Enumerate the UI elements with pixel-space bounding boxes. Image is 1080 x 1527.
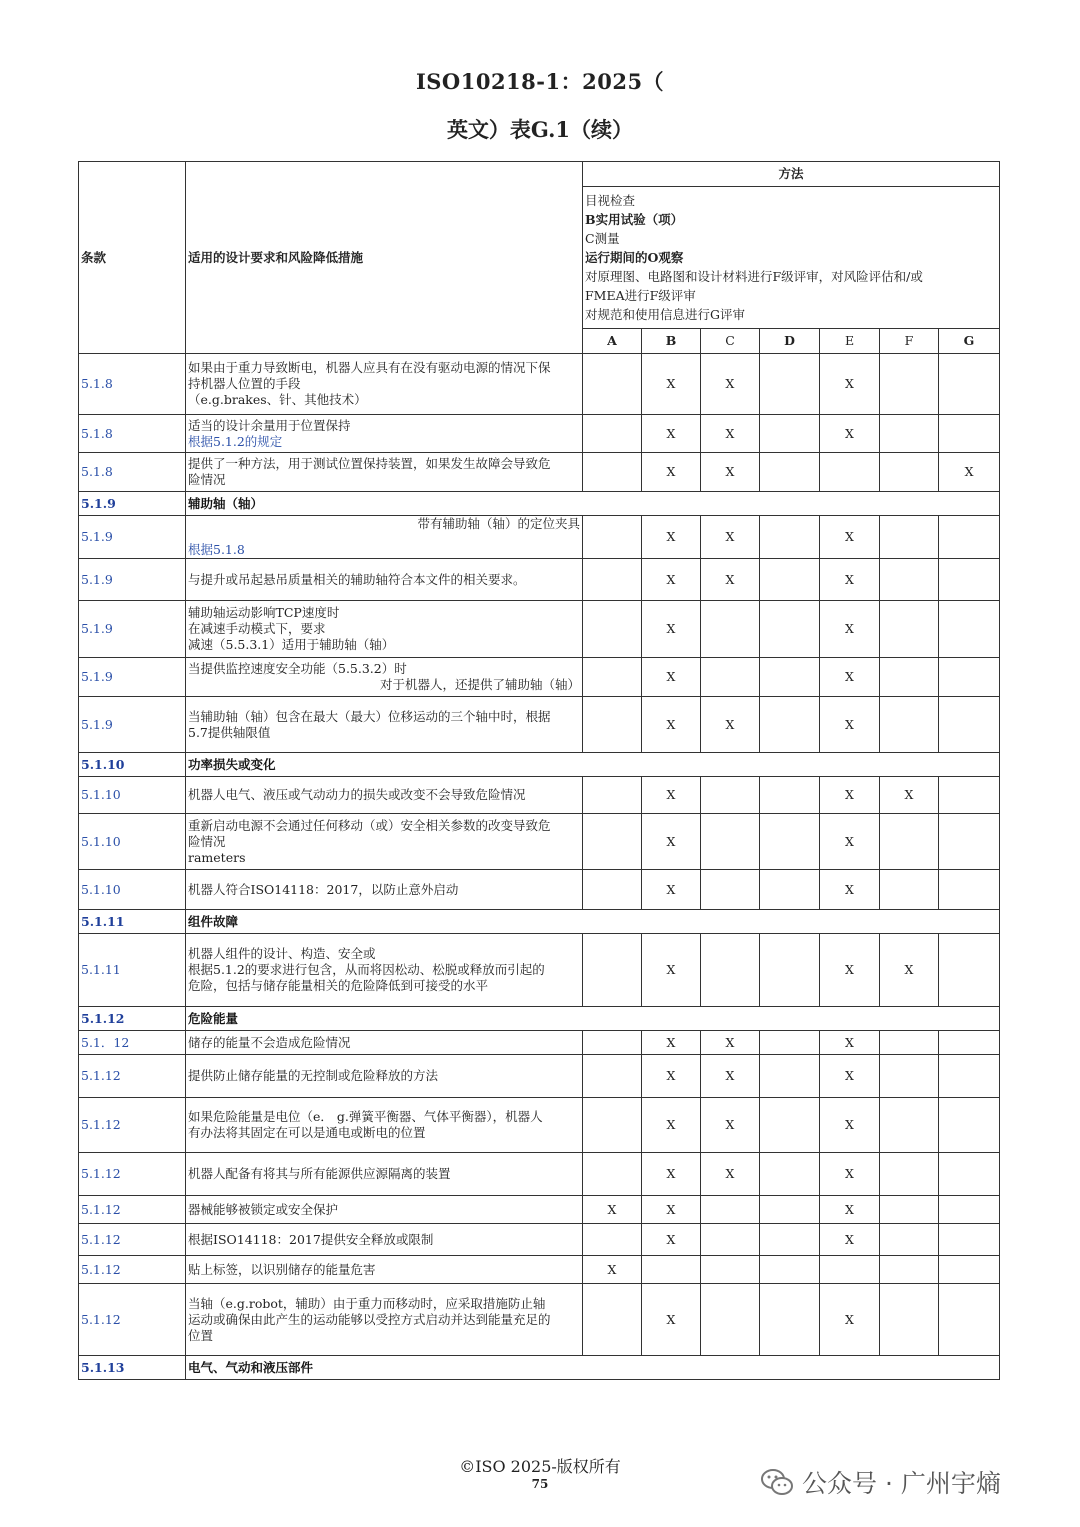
clause-cell: 5.1.12 <box>79 1098 186 1153</box>
requirement-cell <box>186 814 583 870</box>
col-letter-e: E <box>820 329 880 354</box>
mark-cell: X <box>820 1284 880 1356</box>
section-title: 危险能量 <box>186 1007 1000 1031</box>
clause-cell: 5.1.10 <box>79 753 186 777</box>
requirement-line: 储存的能量不会造成危险情况 <box>188 1034 351 1050</box>
document-title: ISO10218-1：2025（ <box>415 69 665 94</box>
mark-cell <box>583 1098 642 1153</box>
requirement-line: 根据ISO14118：2017提供安全释放或限制 <box>188 1231 434 1247</box>
table-row <box>79 1153 1000 1196</box>
mark-cell: X <box>820 870 880 910</box>
table-row <box>79 814 1000 870</box>
mark-cell: X <box>820 354 880 415</box>
col-letter-f: F <box>880 329 939 354</box>
watermark <box>760 1462 1060 1502</box>
requirement-line: 机器人电气、液压或气动动力的损失或改变不会导致危险情况 <box>188 787 526 802</box>
mark-cell <box>583 934 642 1007</box>
table-row <box>79 1256 1000 1284</box>
mark-cell <box>880 1196 939 1224</box>
table-row <box>79 777 1000 814</box>
requirement-line: 器械能够被锁定或安全保护 <box>188 1201 339 1217</box>
table-row <box>79 870 1000 910</box>
requirement-line: 如果危险能量是电位（e． g.弹簧平衡器、气体平衡器），机器人 <box>188 1109 543 1124</box>
mark-cell <box>701 814 760 870</box>
mark-cell: X <box>701 697 760 753</box>
clause-cell: 5.1.12 <box>79 1055 186 1098</box>
col-letter-d: D <box>760 329 820 354</box>
requirement-cell <box>186 1031 583 1055</box>
mark-cell <box>880 658 939 697</box>
section-title: 辅助轴（轴） <box>186 492 1000 516</box>
table-row <box>79 1055 1000 1098</box>
mark-cell: X <box>642 1196 701 1224</box>
mark-cell: X <box>642 697 701 753</box>
mark-cell: X <box>880 934 939 1007</box>
mark-cell <box>701 1284 760 1356</box>
mark-cell: X <box>642 777 701 814</box>
mark-cell <box>939 814 1000 870</box>
mark-cell <box>760 415 820 453</box>
mark-cell <box>939 601 1000 658</box>
mark-cell <box>939 415 1000 453</box>
mark-cell: X <box>701 1055 760 1098</box>
clause-cell: 5.1.9 <box>79 601 186 658</box>
mark-cell: X <box>820 1196 880 1224</box>
mark-cell <box>583 453 642 492</box>
mark-cell <box>583 777 642 814</box>
method-f: FMEA进行F级评审 <box>585 288 696 303</box>
mark-cell <box>880 453 939 492</box>
mark-cell <box>939 1098 1000 1153</box>
mark-cell <box>939 1256 1000 1284</box>
mark-cell <box>642 1256 701 1284</box>
mark-cell <box>701 934 760 1007</box>
mark-cell <box>820 1256 880 1284</box>
mark-cell <box>760 1098 820 1153</box>
mark-cell: X <box>642 601 701 658</box>
method-d: 运行期间的O观察 <box>585 250 684 265</box>
mark-cell <box>760 354 820 415</box>
clause-cell: 5.1.9 <box>79 559 186 601</box>
mark-cell <box>880 1098 939 1153</box>
mark-cell <box>939 1284 1000 1356</box>
mark-cell: X <box>642 415 701 453</box>
mark-cell <box>583 559 642 601</box>
clause-cell: 5.1.8 <box>79 415 186 453</box>
mark-cell <box>939 1153 1000 1196</box>
requirement-line: 机器人符合ISO14118：2017，以防止意外启动 <box>188 881 459 897</box>
mark-cell <box>880 870 939 910</box>
requirement-line: 机器人组件的设计、构造、安全或 <box>188 946 376 961</box>
requirement-cell <box>186 1055 583 1098</box>
section-row <box>79 492 1000 516</box>
mark-cell: X <box>701 1153 760 1196</box>
mark-cell: X <box>820 658 880 697</box>
table-title: 英文）表G.1（续） <box>446 117 634 142</box>
mark-cell: X <box>642 658 701 697</box>
table-row <box>79 1196 1000 1224</box>
section-title: 电气、气动和液压部件 <box>186 1356 1000 1380</box>
mark-cell: X <box>820 814 880 870</box>
mark-cell: X <box>820 559 880 601</box>
mark-cell <box>583 516 642 559</box>
requirement-line: 5.7提供轴限值 <box>188 724 271 740</box>
mark-cell <box>583 697 642 753</box>
mark-cell: X <box>701 453 760 492</box>
mark-cell <box>939 658 1000 697</box>
mark-cell <box>939 354 1000 415</box>
requirement-line: 运动或确保由此产生的运动能够以受控方式启动并达到能量充足的 <box>188 1311 551 1327</box>
mark-cell <box>760 870 820 910</box>
mark-cell: X <box>642 1098 701 1153</box>
mark-cell <box>880 354 939 415</box>
requirement-cell <box>186 1256 583 1284</box>
mark-cell <box>701 1256 760 1284</box>
page-number: 75 <box>531 1477 549 1491</box>
mark-cell <box>701 1224 760 1256</box>
method-c: C测量 <box>585 231 620 246</box>
clause-cell: 5.1.10 <box>79 870 186 910</box>
table-row <box>79 1284 1000 1356</box>
mark-cell <box>939 1031 1000 1055</box>
method-e: 对原理图、电路图和设计材料进行F级评审，对风险评估和/或 <box>585 269 923 284</box>
mark-cell <box>583 814 642 870</box>
table-row <box>79 516 1000 559</box>
requirement-line: 辅助轴运动影响TCP速度时 <box>188 605 340 620</box>
mark-cell: X <box>880 777 939 814</box>
clause-cell: 5.1.10 <box>79 814 186 870</box>
requirement-line: 机器人配备有将其与所有能源供应源隔离的装置 <box>188 1166 451 1181</box>
mark-cell <box>583 1224 642 1256</box>
mark-cell <box>939 559 1000 601</box>
requirement-line: 重新启动电源不会通过任何移动（或）安全相关参数的改变导致危 <box>188 817 551 833</box>
requirement-line: 有办法将其固定在可以是通电或断电的位置 <box>188 1125 426 1140</box>
requirement-line: 当提供监控速度安全功能（5.5.3.2）时 <box>188 661 407 676</box>
clause-cell: 5.1.13 <box>79 1356 186 1380</box>
mark-cell: X <box>642 870 701 910</box>
mark-cell: X <box>820 516 880 559</box>
clause-cell: 5.1.12 <box>79 1256 186 1284</box>
mark-cell: X <box>583 1196 642 1224</box>
watermark-text: 公众号 · 广州宇熵 <box>802 1469 1001 1498</box>
clause-cell: 5.1.12 <box>79 1196 186 1224</box>
requirement-line: 如果由于重力导致断电，机器人应具有在没有驱动电源的情况下保 <box>188 360 551 375</box>
requirements-table <box>78 161 1000 1380</box>
requirement-line: 持机器人位置的手段 <box>188 376 301 391</box>
mark-cell <box>583 354 642 415</box>
col-letter-b: B <box>642 329 701 354</box>
method-legend <box>583 187 1000 329</box>
section-row <box>79 1007 1000 1031</box>
mark-cell <box>760 1153 820 1196</box>
mark-cell <box>583 1055 642 1098</box>
table-row <box>79 1031 1000 1055</box>
clause-cell: 5.1.11 <box>79 934 186 1007</box>
requirement-cell <box>186 934 583 1007</box>
mark-cell <box>760 777 820 814</box>
clause-cell: 5.1．12 <box>79 1031 186 1055</box>
requirement-line: 减速（5.5.3.1）适用于辅助轴（轴） <box>188 637 395 652</box>
clause-cell: 5.1.9 <box>79 516 186 559</box>
requirement-cell <box>186 870 583 910</box>
mark-cell: X <box>701 354 760 415</box>
mark-cell: X <box>820 934 880 1007</box>
clause-cell: 5.1.8 <box>79 354 186 415</box>
mark-cell <box>939 697 1000 753</box>
mark-cell <box>701 777 760 814</box>
mark-cell <box>701 601 760 658</box>
mark-cell <box>939 934 1000 1007</box>
clause-cell: 5.1.9 <box>79 697 186 753</box>
table-row <box>79 934 1000 1007</box>
mark-cell <box>760 1055 820 1098</box>
mark-cell: X <box>820 1055 880 1098</box>
mark-cell: X <box>820 1031 880 1055</box>
header-clause: 条款 <box>79 162 186 354</box>
mark-cell <box>760 1256 820 1284</box>
mark-cell: X <box>642 1224 701 1256</box>
clause-cell: 5.1.11 <box>79 910 186 934</box>
mark-cell <box>880 601 939 658</box>
mark-cell <box>880 1031 939 1055</box>
table-row <box>79 415 1000 453</box>
table-row <box>79 601 1000 658</box>
requirement-line: 根据5.1.2的规定 <box>188 433 283 449</box>
mark-cell <box>880 415 939 453</box>
mark-cell <box>760 1284 820 1356</box>
requirement-cell <box>186 697 583 753</box>
mark-cell <box>880 1224 939 1256</box>
mark-cell: X <box>701 516 760 559</box>
mark-cell <box>760 516 820 559</box>
mark-cell: X <box>642 1153 701 1196</box>
requirement-line: 贴上标签，以识别储存的能量危害 <box>188 1261 376 1277</box>
mark-cell: X <box>820 1224 880 1256</box>
mark-cell <box>939 777 1000 814</box>
mark-cell <box>760 658 820 697</box>
method-b: B实用试验（项） <box>585 212 684 227</box>
mark-cell: X <box>701 559 760 601</box>
copyright-footer: ©ISO 2025-版权所有 <box>459 1457 621 1476</box>
mark-cell: X <box>701 1031 760 1055</box>
mark-cell <box>939 516 1000 559</box>
mark-cell <box>880 814 939 870</box>
mark-cell: X <box>701 415 760 453</box>
requirement-line: 位置 <box>188 1327 214 1343</box>
mark-cell: X <box>939 453 1000 492</box>
mark-cell <box>583 1031 642 1055</box>
mark-cell <box>880 1055 939 1098</box>
mark-cell: X <box>642 1031 701 1055</box>
requirement-line: （e.g.brakes、针、其他技术） <box>188 392 367 407</box>
mark-cell: X <box>642 516 701 559</box>
clause-cell: 5.1.12 <box>79 1007 186 1031</box>
header-methods: 方法 <box>583 162 1000 187</box>
requirement-cell <box>186 1284 583 1356</box>
requirement-line: 险情况 <box>188 833 226 849</box>
requirement-line: 根据5.1.8 <box>188 542 245 557</box>
mark-cell <box>760 1196 820 1224</box>
requirement-line: 在减速手动模式下，要求 <box>188 621 326 636</box>
mark-cell <box>760 697 820 753</box>
col-letter-a: A <box>583 329 642 354</box>
requirement-cell <box>186 658 583 697</box>
mark-cell <box>880 559 939 601</box>
table-row <box>79 1098 1000 1153</box>
requirement-line: 提供了一种方法，用于测试位置保持装置，如果发生故障会导致危 <box>188 456 551 471</box>
requirement-cell <box>186 415 583 453</box>
table-row <box>79 354 1000 415</box>
table-row <box>79 697 1000 753</box>
mark-cell <box>880 697 939 753</box>
mark-cell: X <box>642 1055 701 1098</box>
mark-cell: X <box>820 1153 880 1196</box>
mark-cell: X <box>583 1256 642 1284</box>
mark-cell <box>760 559 820 601</box>
requirement-line: 当轴（e.g.robot，辅助）由于重力而移动时，应采取措施防止轴 <box>188 1295 546 1311</box>
requirement-cell <box>186 559 583 601</box>
requirement-line: 对于机器人，还提供了辅助轴（轴） <box>379 677 580 692</box>
requirement-cell <box>186 516 583 559</box>
method-g: 对规范和使用信息进行G评审 <box>585 307 745 322</box>
clause-cell: 5.1.12 <box>79 1284 186 1356</box>
col-letter-g: G <box>939 329 1000 354</box>
clause-cell: 5.1.8 <box>79 453 186 492</box>
mark-cell <box>701 870 760 910</box>
mark-cell <box>760 601 820 658</box>
mark-cell: X <box>820 697 880 753</box>
mark-cell <box>583 1284 642 1356</box>
requirement-line: 危险，包括与储存能量相关的危险降低到可接受的水平 <box>188 978 489 993</box>
requirement-line: 提供防止储存能量的无控制或危险释放的方法 <box>188 1068 439 1083</box>
mark-cell <box>583 1153 642 1196</box>
mark-cell <box>583 870 642 910</box>
requirement-line: 险情况 <box>188 472 226 487</box>
mark-cell: X <box>642 814 701 870</box>
mark-cell <box>939 1196 1000 1224</box>
mark-cell <box>880 1256 939 1284</box>
mark-cell: X <box>701 1098 760 1153</box>
mark-cell: X <box>820 601 880 658</box>
mark-cell <box>939 1224 1000 1256</box>
mark-cell: X <box>642 559 701 601</box>
method-a: 目视检查 <box>585 193 636 208</box>
mark-cell <box>583 658 642 697</box>
mark-cell: X <box>642 1284 701 1356</box>
mark-cell <box>880 1284 939 1356</box>
mark-cell <box>760 453 820 492</box>
requirement-line: 适当的设计余量用于位置保持 <box>188 417 351 433</box>
mark-cell: X <box>820 1098 880 1153</box>
requirement-line: rameters <box>188 849 246 865</box>
requirement-line: 根据5.1.2的要求进行包含，从而将因松动、松脱或释放而引起的 <box>188 962 545 977</box>
table-row <box>79 559 1000 601</box>
section-title: 功率损失或变化 <box>186 753 1000 777</box>
mark-cell: X <box>642 453 701 492</box>
requirement-line: 带有辅助轴（轴）的定位夹具 <box>417 516 580 531</box>
mark-cell <box>701 1196 760 1224</box>
mark-cell <box>939 1055 1000 1098</box>
requirement-cell <box>186 601 583 658</box>
section-row <box>79 1356 1000 1380</box>
requirement-cell <box>186 453 583 492</box>
mark-cell <box>939 870 1000 910</box>
requirement-cell <box>186 1153 583 1196</box>
mark-cell <box>880 516 939 559</box>
mark-cell <box>820 453 880 492</box>
mark-cell: X <box>642 934 701 1007</box>
requirement-cell <box>186 1196 583 1224</box>
mark-cell: X <box>820 415 880 453</box>
wechat-icon <box>760 1467 794 1497</box>
requirement-cell <box>186 354 583 415</box>
clause-cell: 5.1.9 <box>79 658 186 697</box>
mark-cell <box>760 1224 820 1256</box>
requirement-cell <box>186 777 583 814</box>
table-row <box>79 658 1000 697</box>
table-row <box>79 453 1000 492</box>
mark-cell <box>701 658 760 697</box>
mark-cell: X <box>642 354 701 415</box>
mark-cell <box>760 1031 820 1055</box>
col-letter-c: C <box>701 329 760 354</box>
section-row <box>79 910 1000 934</box>
requirement-line: 当辅助轴（轴）包含在最大（最大）位移运动的三个轴中时，根据 <box>188 708 551 724</box>
mark-cell <box>583 601 642 658</box>
requirement-line: 与提升或吊起悬吊质量相关的辅助轴符合本文件的相关要求。 <box>188 571 526 587</box>
table-row <box>79 1224 1000 1256</box>
mark-cell <box>583 415 642 453</box>
requirement-cell <box>186 1224 583 1256</box>
requirement-cell <box>186 1098 583 1153</box>
mark-cell <box>760 814 820 870</box>
mark-cell: X <box>820 777 880 814</box>
section-row <box>79 753 1000 777</box>
section-title: 组件故障 <box>186 910 1000 934</box>
header-requirement: 适用的设计要求和风险降低措施 <box>186 162 583 354</box>
clause-cell: 5.1.12 <box>79 1224 186 1256</box>
mark-cell <box>880 1153 939 1196</box>
clause-cell: 5.1.9 <box>79 492 186 516</box>
clause-cell: 5.1.10 <box>79 777 186 814</box>
clause-cell: 5.1.12 <box>79 1153 186 1196</box>
mark-cell <box>760 934 820 1007</box>
